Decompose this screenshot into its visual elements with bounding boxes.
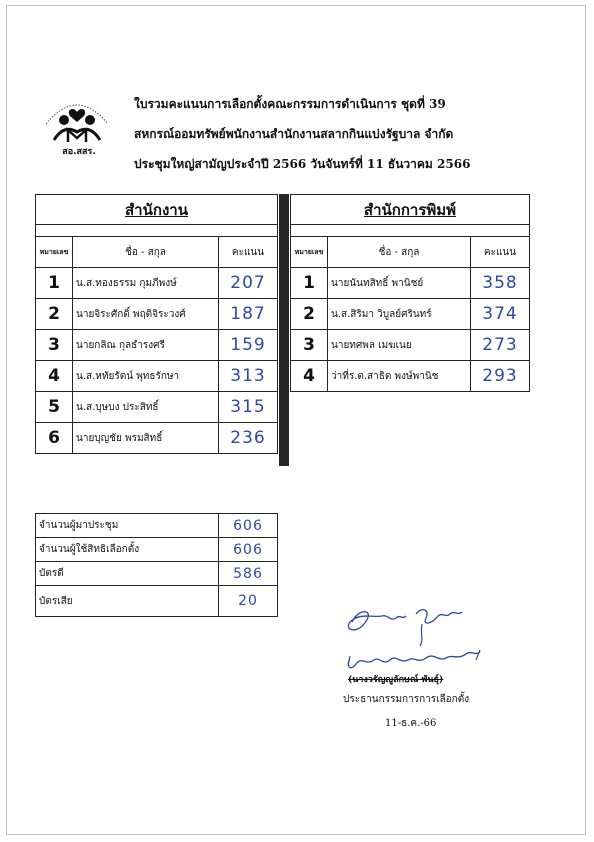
candidate-name: น.ส.หทัยรัตน์ พุทธรักษา — [73, 361, 219, 392]
office-results-table — [35, 194, 278, 454]
candidate-name: นายจิระศักดิ์ พฤติจิระวงศ์ — [73, 299, 219, 330]
summary-table — [35, 513, 278, 617]
summary-label: จำนวนผู้ใช้สิทธิเลือกตั้ง — [36, 538, 219, 562]
col-score-header: คะแนน — [471, 237, 530, 268]
printing-results-table — [290, 194, 530, 392]
candidate-number: 5 — [36, 392, 73, 423]
candidate-score: 315 — [219, 392, 278, 423]
candidate-name: นายบุญชัย พรมสิทธิ์ — [73, 423, 219, 454]
candidate-score: 293 — [471, 361, 530, 392]
summary-label: จำนวนผู้มาประชุม — [36, 514, 219, 538]
logo-text: สอ.สสร. — [62, 147, 96, 157]
candidate-number: 4 — [36, 361, 73, 392]
table-row — [291, 361, 530, 392]
printing-table-title: สำนักการพิมพ์ — [291, 195, 530, 225]
table-row — [36, 268, 278, 299]
cooperative-logo-icon — [40, 90, 114, 150]
candidate-name: น.ส.บุษบง ประสิทธิ์ — [73, 392, 219, 423]
candidate-score: 313 — [219, 361, 278, 392]
summary-row — [36, 514, 278, 538]
header-line-1: ใบรวมคะแนนการเลือกตั้งคณะกรรมการดำเนินการ ชุดที่ 39 — [134, 97, 446, 111]
candidate-score: 358 — [471, 268, 530, 299]
candidate-name: น.ส.ทองธรรม กุมภีพงษ์ — [73, 268, 219, 299]
summary-label: บัตรดี — [36, 562, 219, 586]
office-table-title: สำนักงาน — [36, 195, 278, 225]
table-row — [36, 299, 278, 330]
candidate-number: 2 — [36, 299, 73, 330]
candidate-number: 2 — [291, 299, 328, 330]
candidate-name: น.ส.สิริมา วิบูลย์ศรินทร์ — [328, 299, 471, 330]
table-row — [36, 423, 278, 454]
summary-row — [36, 538, 278, 562]
candidate-score: 159 — [219, 330, 278, 361]
candidate-number: 3 — [36, 330, 73, 361]
summary-label: บัตรเสีย — [36, 586, 219, 617]
col-name-header: ชื่อ - สกุล — [328, 237, 471, 268]
table-row — [36, 361, 278, 392]
summary-value: 20 — [219, 586, 278, 617]
table-row — [291, 330, 530, 361]
table-row — [36, 330, 278, 361]
col-score-header: คะแนน — [219, 237, 278, 268]
candidate-number: 1 — [36, 268, 73, 299]
header-line-2: สหกรณ์ออมทรัพย์พนักงานสำนักงานสลากกินแบ่งรัฐบาล จำกัด — [134, 127, 454, 141]
candidate-score: 374 — [471, 299, 530, 330]
summary-value: 586 — [219, 562, 278, 586]
table-header-row — [291, 237, 530, 268]
table-row — [291, 299, 530, 330]
summary-value: 606 — [219, 514, 278, 538]
col-number-header: หมายเลข — [291, 237, 328, 268]
candidate-score: 236 — [219, 423, 278, 454]
col-name-header: ชื่อ - สกุล — [73, 237, 219, 268]
candidate-number: 4 — [291, 361, 328, 392]
table-row — [36, 392, 278, 423]
table-divider — [279, 194, 289, 466]
candidate-number: 3 — [291, 330, 328, 361]
signatory-name: (นางวรัญญูลักษณ์ พันธุ์) — [348, 675, 444, 685]
table-row — [291, 268, 530, 299]
candidate-score: 273 — [471, 330, 530, 361]
candidate-name: นายกลิณ กุลธำรงศรี — [73, 330, 219, 361]
table-header-row — [36, 237, 278, 268]
candidate-score: 187 — [219, 299, 278, 330]
summary-row — [36, 586, 278, 617]
col-number-header: หมายเลข — [36, 237, 73, 268]
candidate-number: 1 — [291, 268, 328, 299]
signature-date: 11-ธ.ค.-66 — [385, 718, 437, 729]
candidate-name: นายทศพล เมฆเนย — [328, 330, 471, 361]
summary-value: 606 — [219, 538, 278, 562]
candidate-name: ว่าที่ร.ต.สาธิต พงษ์พานิช — [328, 361, 471, 392]
candidate-score: 207 — [219, 268, 278, 299]
header-line-3: ประชุมใหญ่สามัญประจำปี 2566 วันจันทร์ที่ 11 ธันวาคม 2566 — [134, 157, 471, 171]
candidate-number: 6 — [36, 423, 73, 454]
signatory-title: ประธานกรรมการการเลือกตั้ง — [343, 694, 470, 705]
candidate-name: นายนันทสิทธิ์ พานิชย์ — [328, 268, 471, 299]
summary-row — [36, 562, 278, 586]
